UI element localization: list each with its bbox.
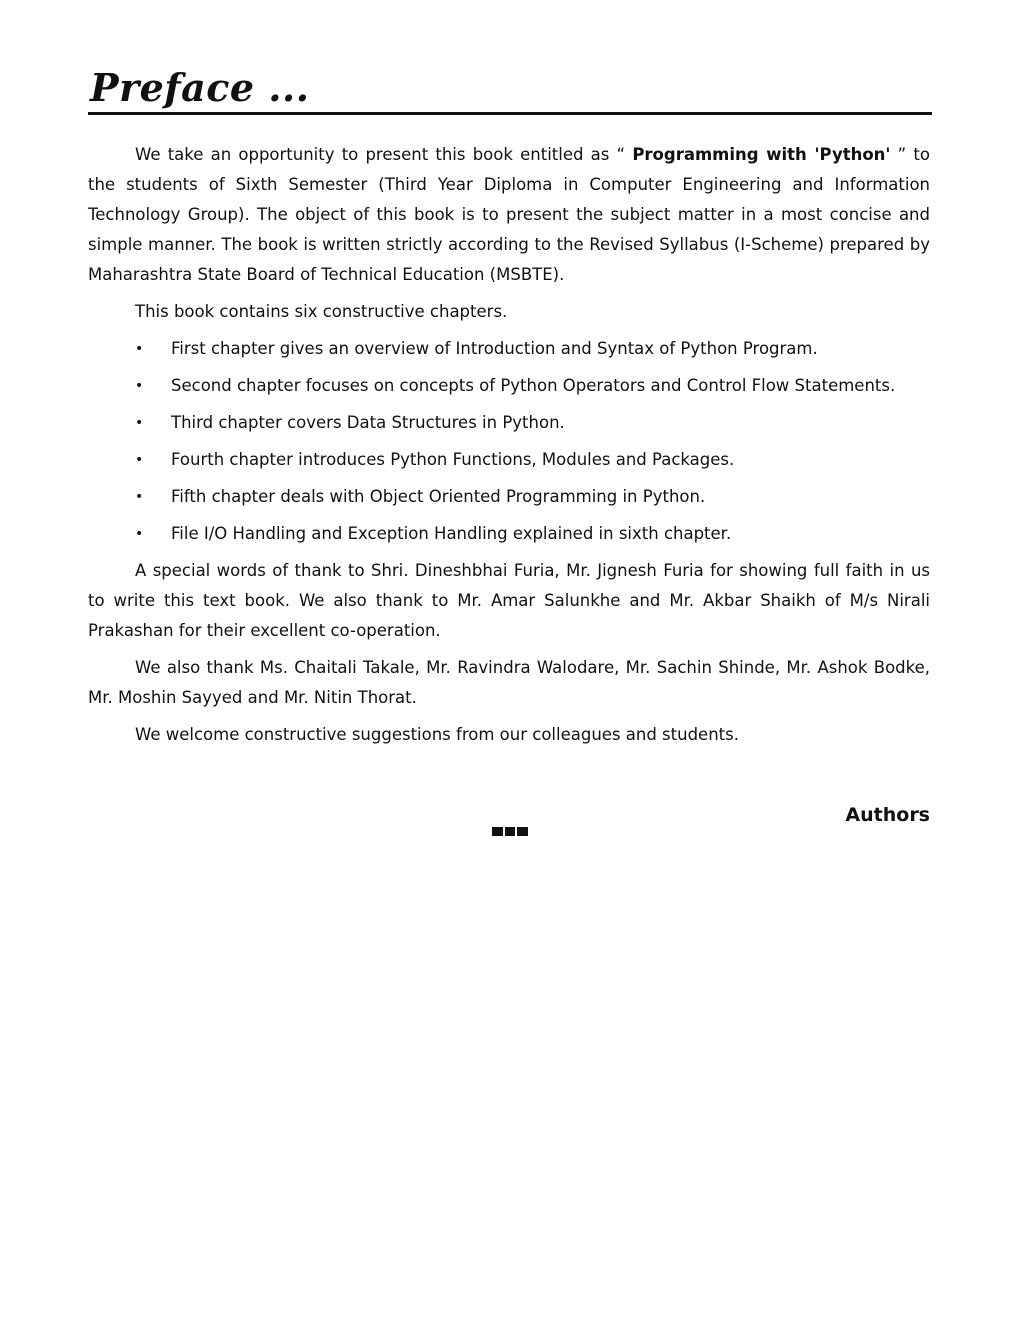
document-page [88, 60, 932, 830]
chapter-list [88, 334, 930, 549]
chapters-intro: This book contains six constructive chapters. [135, 302, 508, 321]
bullet-icon: • [135, 378, 144, 394]
intro-text-after: ” to the students of Sixth Semester (Third Year Diploma in Computer Engineering and Information Technology Group). The object of this book is to present the subject matter in a most concise and simple manner. The book is written strictly according to the Revised Syllabus (I-Scheme) prepared by Maharashtra State Board of Technical Education (MSBTE). [88, 145, 930, 284]
bullet-icon: • [135, 415, 144, 431]
list-item [88, 371, 930, 401]
page-title: Preface ... [90, 65, 310, 110]
end-square-icon [505, 827, 516, 836]
authors-signature: Authors [845, 804, 930, 826]
intro-text-before: We take an opportunity to present this book entitled as “ [135, 145, 633, 164]
intro-paragraph [88, 140, 930, 290]
bullet-icon: • [135, 489, 144, 505]
preface-body [88, 140, 930, 830]
bullet-icon: • [135, 452, 144, 468]
bullet-icon: • [135, 526, 144, 542]
list-item [88, 408, 930, 438]
list-item [88, 334, 930, 364]
welcome-paragraph: We welcome constructive suggestions from our colleagues and students. [135, 725, 739, 744]
list-item [88, 482, 930, 512]
book-title: Programming with 'Python' [632, 145, 891, 164]
end-square-icon [517, 827, 528, 836]
list-item [88, 445, 930, 475]
list-item [88, 519, 930, 549]
thanks-paragraph-1: A special words of thank to Shri. Dineshbhai Furia, Mr. Jignesh Furia for showing full faith in us to write this text book. We also thank to Mr. Amar Salunkhe and Mr. Akbar Shaikh of M/s Nirali Prakashan for their excellent co-operation. [88, 561, 930, 640]
chapter-text: First chapter gives an overview of Introduction and Syntax of Python Program. [171, 339, 818, 358]
chapter-text: Fifth chapter deals with Object Oriented Programming in Python. [171, 487, 706, 506]
title-underline [88, 112, 932, 115]
chapter-text: Third chapter covers Data Structures in Python. [171, 413, 565, 432]
end-of-section-icon [492, 827, 528, 836]
chapter-text: File I/O Handling and Exception Handling explained in sixth chapter. [171, 524, 732, 543]
bullet-icon: • [135, 341, 144, 357]
chapter-text: Fourth chapter introduces Python Functions, Modules and Packages. [171, 450, 735, 469]
thanks-paragraph-2: We also thank Ms. Chaitali Takale, Mr. Ravindra Walodare, Mr. Sachin Shinde, Mr. Ashok Bodke, Mr. Moshin Sayyed and Mr. Nitin Thorat. [88, 658, 930, 707]
end-square-icon [492, 827, 503, 836]
chapter-text: Second chapter focuses on concepts of Python Operators and Control Flow Statements. [171, 376, 896, 395]
